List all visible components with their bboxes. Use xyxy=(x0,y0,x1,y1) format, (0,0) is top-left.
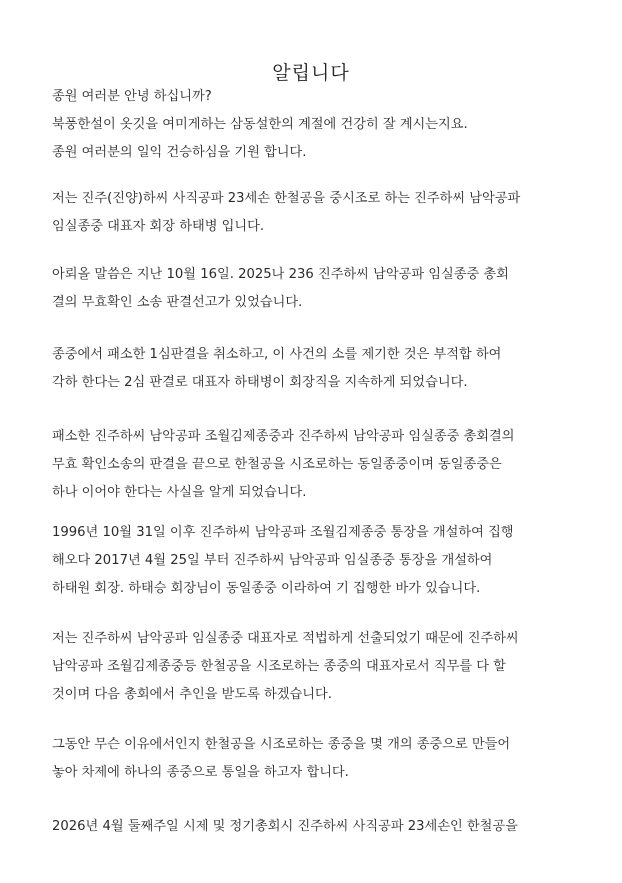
body-line: 놓아 차제에 하나의 종중으로 통일을 하고자 합니다. xyxy=(52,765,349,780)
body-line: 그동안 무슨 이유에서인지 한철공을 시조로하는 종중을 몇 개의 종중으로 만들어 xyxy=(52,737,511,752)
body-line: 무효 확인소송의 판결을 끝으로 한철공을 시조로하는 동일종중이며 동일종중은 xyxy=(52,457,502,472)
body-line: 하태원 회장. 하태승 회장님이 동일종중 이라하여 기 집행한 바가 있습니다. xyxy=(52,581,481,596)
body-line: 것이며 다음 총회에서 추인을 받도록 하겠습니다. xyxy=(52,687,332,702)
body-line: 저는 진주(진양)하씨 사직공파 23세손 한철공을 중시조로 하는 진주하씨 남악공파 xyxy=(52,191,521,206)
body-line: 임실종중 대표자 회장 하태병 입니다. xyxy=(52,219,265,234)
body-line: 저는 진주하씨 남악공파 임실종중 대표자로 적법하게 선출되었기 때문에 진주하씨 xyxy=(52,631,519,646)
body-line: 해오다 2017년 4월 25일 부터 진주하씨 남악공파 임실종중 통장을 개설하여 xyxy=(52,553,493,568)
body-line: 남악공파 조월김제종중등 한철공을 시조로하는 종중의 대표자로서 직무를 다 할 xyxy=(52,659,506,674)
body-line: 1996년 10월 31일 이후 진주하씨 남악공파 조월김제종중 통장을 개설하여 집행 xyxy=(52,525,514,540)
document-title: 알립니다 xyxy=(272,62,350,84)
body-line: 종원 여러분의 일익 건승하심을 기원 합니다. xyxy=(52,145,307,160)
body-line: 북풍한설이 옷깃을 여미게하는 삼동설한의 계절에 건강히 잘 계시는지요. xyxy=(52,117,468,132)
body-line: 종원 여러분 안녕 하십니까? xyxy=(52,89,212,104)
body-line: 아뢰올 말씀은 지난 10월 16일. 2025나 236 진주하씨 남악공파 임실종중 총회 xyxy=(52,267,509,282)
body-line: 종중에서 패소한 1심판결을 취소하고, 이 사건의 소를 제기한 것은 부적합 하여 xyxy=(52,347,502,362)
body-line: 2026년 4월 둘째주일 시제 및 정기총회시 진주하씨 사직공파 23세손인 한철공을 xyxy=(52,819,518,834)
body-line: 하나 이어야 한다는 사실을 알게 되었습니다. xyxy=(52,485,307,500)
body-line: 결의 무효확인 소송 판결선고가 있었습니다. xyxy=(52,295,303,310)
body-line: 각하 한다는 2심 판결로 대표자 하태병이 회장직을 지속하게 되었습니다. xyxy=(52,375,468,390)
body-line: 패소한 진주하씨 남악공파 조월김제종중과 진주하씨 남악공파 임실종중 총회결의 xyxy=(52,429,515,444)
